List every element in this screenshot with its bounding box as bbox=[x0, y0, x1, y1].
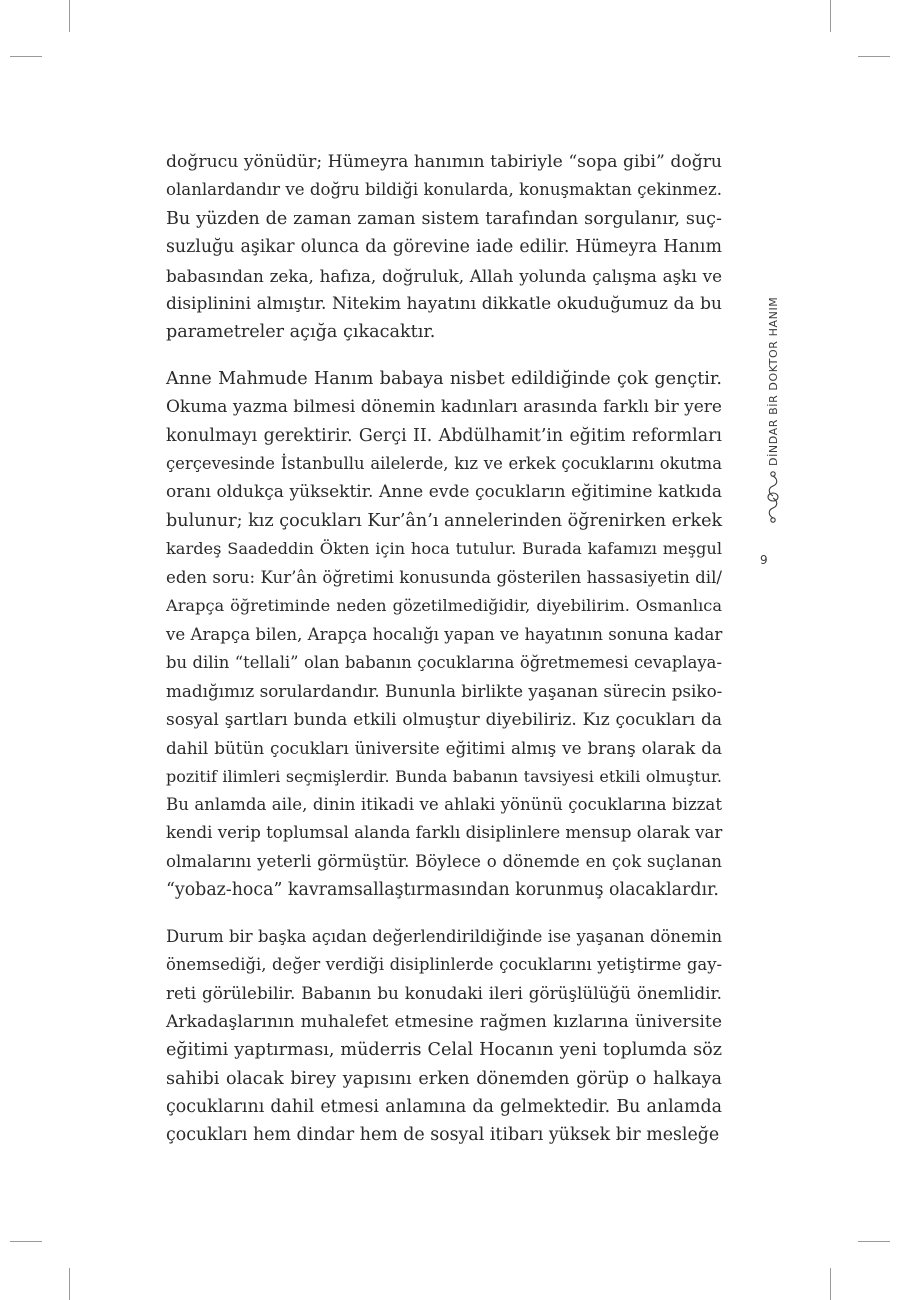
crop-mark-bottom-right bbox=[830, 1268, 831, 1300]
running-head bbox=[766, 297, 780, 524]
crop-mark-right-bottom bbox=[858, 1241, 890, 1242]
text-line: Arapça öğretiminde neden gözetilmediğidir, diyebilirim. Osmanlıca bbox=[166, 596, 722, 616]
text-line: olanlardandır ve doğru bildiği konularda, konuşmaktan çekinmez. bbox=[166, 180, 722, 200]
running-head-title: DİNDAR BİR DOKTOR HANIM bbox=[766, 296, 780, 466]
crop-mark-left-bottom bbox=[10, 1241, 42, 1242]
crop-mark-right-top bbox=[858, 56, 890, 57]
text-line: çocukları hem dindar hem de sosyal itibarı yüksek bir mesleğe bbox=[166, 1125, 720, 1146]
text-line: konulmayı gerektirir. Gerçi II. Abdülhamit’in eğitim reformları bbox=[166, 425, 722, 446]
text-line: oranı oldukça yüksektir. Anne evde çocukların eğitimine katkıda bbox=[166, 482, 722, 503]
text-line: parametreler açığa çıkacaktır. bbox=[166, 322, 436, 343]
crop-mark-bottom-left bbox=[69, 1268, 70, 1300]
paragraph-1 bbox=[166, 148, 722, 347]
text-line: çocuklarını dahil etmesi anlamına da gelmektedir. Bu anlamda bbox=[166, 1097, 722, 1117]
text-line: sosyal şartları bunda etkili olmuştur diyebiliriz. Kız çocukları da bbox=[166, 709, 722, 730]
text-line: Durum bir başka açıdan değerlendirildiğinde ise yaşanan dönemin bbox=[166, 926, 722, 946]
text-line: Arkadaşlarının muhalefet etmesine rağmen kızlarına üniversite bbox=[166, 1011, 722, 1032]
text-line: Bu yüzden de zaman zaman sistem tarafından sorgulanır, suç- bbox=[166, 208, 722, 229]
crop-mark-left-top bbox=[10, 56, 42, 57]
text-line: bu dilin “tellali” olan babanın çocuklarına öğretmemesi cevaplaya- bbox=[166, 652, 722, 672]
text-line: suzluğu aşikar olunca da görevine iade edilir. Hümeyra Hanım bbox=[166, 237, 722, 258]
text-line: doğrucu yönüdür; Hümeyra hanımın tabiriyle “sopa gibi” doğru bbox=[166, 152, 722, 172]
text-line: önemsediği, değer verdiği disiplinlerde çocuklarını yetiştirme gay- bbox=[166, 954, 722, 974]
text-line: reti görülebilir. Babanın bu konudaki ileri görüşlülüğü önemlidir. bbox=[166, 983, 722, 1004]
text-line: pozitif ilimleri seçmişlerdir. Bunda babanın tavsiyesi etkili olmuştur. bbox=[166, 766, 722, 786]
text-line: çerçevesinde İstanbullu ailelerde, kız ve erkek çocuklarını okutma bbox=[166, 454, 722, 474]
crop-mark-top-right bbox=[830, 0, 831, 32]
page-number: 9 bbox=[760, 553, 768, 567]
text-line: dahil bütün çocukları üniversite eğitimi almış ve branş olarak da bbox=[166, 738, 722, 759]
text-line: disiplinini almıştır. Nitekim hayatını dikkatle okuduğumuz da bu bbox=[166, 294, 722, 315]
text-line: madığımız sorulardandır. Bununla birlikte yaşanan sürecin psiko- bbox=[166, 681, 723, 702]
body-text bbox=[166, 148, 722, 1168]
text-line: sahibi olacak birey yapısını erken dönemden görüp o halkaya bbox=[166, 1068, 722, 1089]
scroll-ornament-icon bbox=[766, 470, 780, 524]
text-line: Bu anlamda aile, dinin itikadi ve ahlaki yönünü çocuklarına bizzat bbox=[166, 794, 722, 814]
text-line: babasından zeka, hafıza, doğruluk, Allah yolunda çalışma aşkı ve bbox=[166, 265, 722, 286]
text-line: eden soru: Kur’ân öğretimi konusunda gösterilen hassasiyetin dil/ bbox=[166, 567, 722, 587]
text-line: ve Arapça bilen, Arapça hocalığı yapan ve hayatının sonuna kadar bbox=[166, 624, 723, 644]
crop-mark-top-left bbox=[69, 0, 70, 32]
text-line: bulunur; kız çocukları Kur’ân’ı annelerinden öğrenirken erkek bbox=[166, 510, 723, 531]
text-line: kendi verip toplumsal alanda farklı disiplinlere mensup olarak var bbox=[166, 823, 723, 843]
text-line: “yobaz-hoca” kavramsallaştırmasından korunmuş olacaklardır. bbox=[166, 880, 719, 901]
text-line: olmalarını yeterli görmüştür. Böylece o dönemde en çok suçlanan bbox=[166, 851, 722, 871]
paragraph-2 bbox=[166, 365, 722, 905]
text-line: eğitimi yaptırması, müderris Celal Hocanın yeni toplumda söz bbox=[166, 1040, 722, 1061]
paragraph-3 bbox=[166, 923, 722, 1150]
text-line: Okuma yazma bilmesi dönemin kadınları arasında farklı bir yere bbox=[166, 397, 722, 418]
text-line: Anne Mahmude Hanım babaya nisbet edildiğinde çok gençtir. bbox=[166, 368, 722, 389]
text-line: kardeş Saadeddin Ökten için hoca tutulur. Burada kafamızı meşgul bbox=[166, 539, 722, 559]
